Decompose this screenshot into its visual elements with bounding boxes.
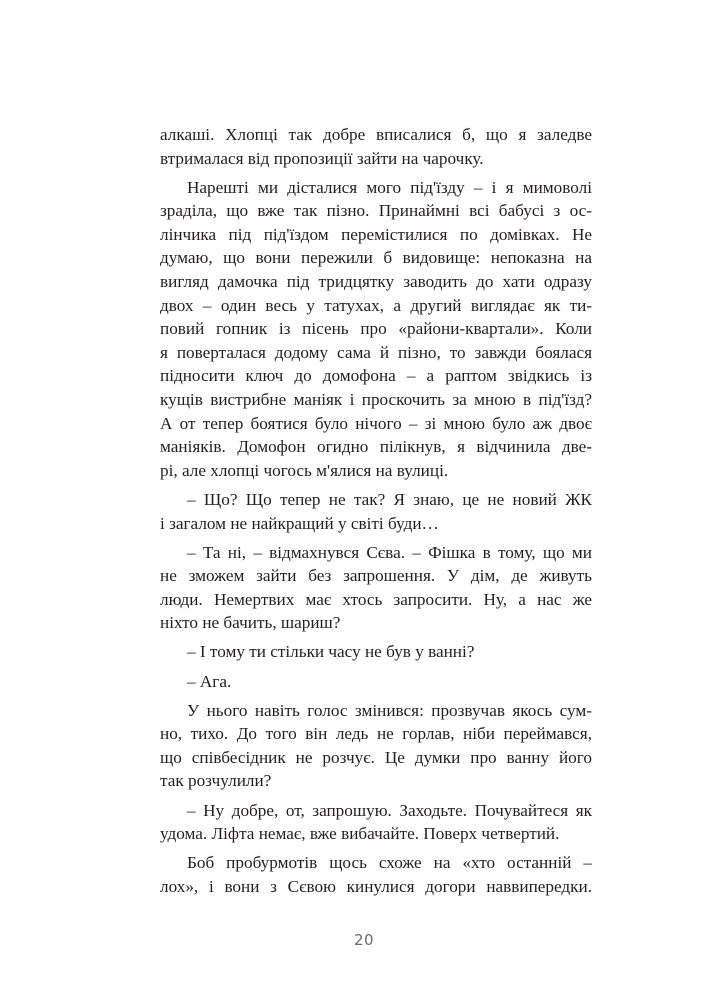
- text-line: втрималася від пропозиції зайти на чарочку.: [160, 148, 484, 168]
- text-line: я поверталася додому сама й пізно, то завжди боялася: [160, 342, 592, 362]
- text-line: удома. Ліфта немає, вже вибачайте. Поверх четвертий.: [160, 824, 560, 844]
- text-line: А от тепер боятися було нічого – зі мною було аж двоє: [160, 413, 592, 433]
- text-line: но, тихо. До того він ледь не горлав, ніби переймався,: [160, 724, 592, 744]
- text-line: зраділа, що вже так пізно. Принаймні всі бабусі з ос-: [160, 201, 592, 221]
- text-line: – І тому ти стільки часу не був у ванні?: [187, 642, 475, 662]
- text-line: У нього навіть голос змінився: прозвучав якось сум-: [187, 700, 592, 720]
- text-line: що співбесідник не розчує. Це думки про ванну його: [160, 747, 592, 767]
- text-line: вигляд дамочка під тридцятку заводить до хати одразу: [160, 272, 592, 292]
- paragraph: [160, 699, 592, 793]
- text-line: – Та ні, – відмахнувся Сєва. – Фішка в тому, що ми: [187, 542, 592, 562]
- text-line: кущів вистрибне маніяк і проскочить за мною в під'їзд?: [160, 390, 592, 410]
- page-number: 20: [353, 931, 375, 949]
- text-line: думаю, що вони пережили б видовище: непоказна на: [160, 248, 592, 268]
- paragraph: [160, 176, 592, 483]
- text-line: двох – один весь у татухах, а другий виглядає як ти-: [160, 295, 592, 315]
- text-line: лінчика під під'їздом перемістилися по домівках. Не: [160, 224, 592, 244]
- text-line: підносити ключ до домофона – а раптом звідкись із: [160, 366, 592, 386]
- paragraph: [160, 851, 592, 898]
- text-line: – Ага.: [187, 671, 232, 691]
- body-text: [160, 123, 592, 898]
- text-line: Нарешті ми дісталися мого під'їзду – і я мимоволі: [187, 177, 592, 197]
- text-line: повий гопник із пісень про «райони-квартали». Коли: [160, 319, 592, 339]
- text-line: Боб пробурмотів щось схоже на «хто останній –: [187, 853, 592, 873]
- paragraph: [160, 670, 592, 694]
- paragraph: [160, 799, 592, 846]
- paragraph: [160, 488, 592, 535]
- text-line: так розчулили?: [160, 771, 272, 791]
- text-line: – Ну добре, от, запрошую. Заходьте. Почувайтеся як: [187, 800, 592, 820]
- text-line: ніхто не бачить, шариш?: [160, 613, 341, 633]
- paragraph: [160, 123, 592, 170]
- text-line: лох», і вони з Сєвою кинулися догори наввипередки.: [160, 876, 592, 896]
- text-line: не зможем зайти без запрошення. У дім, де живуть: [160, 566, 592, 586]
- text-line: алкаші. Хлопці так добре вписалися б, що я заледве: [160, 125, 592, 144]
- text-line: і загалом не найкращий у світі буди…: [160, 513, 439, 533]
- paragraph: [160, 640, 592, 664]
- paragraph: [160, 541, 592, 635]
- text-line: рі, але хлопці чогось м'ялися на вулиці.: [160, 460, 449, 480]
- text-line: маніяків. Домофон огидно пілікнув, я відчинила две-: [160, 437, 592, 457]
- text-line: люди. Немертвих має хтось запросити. Ну, а нас же: [160, 589, 592, 609]
- text-line: – Що? Що тепер не так? Я знаю, це не новий ЖК: [187, 489, 592, 509]
